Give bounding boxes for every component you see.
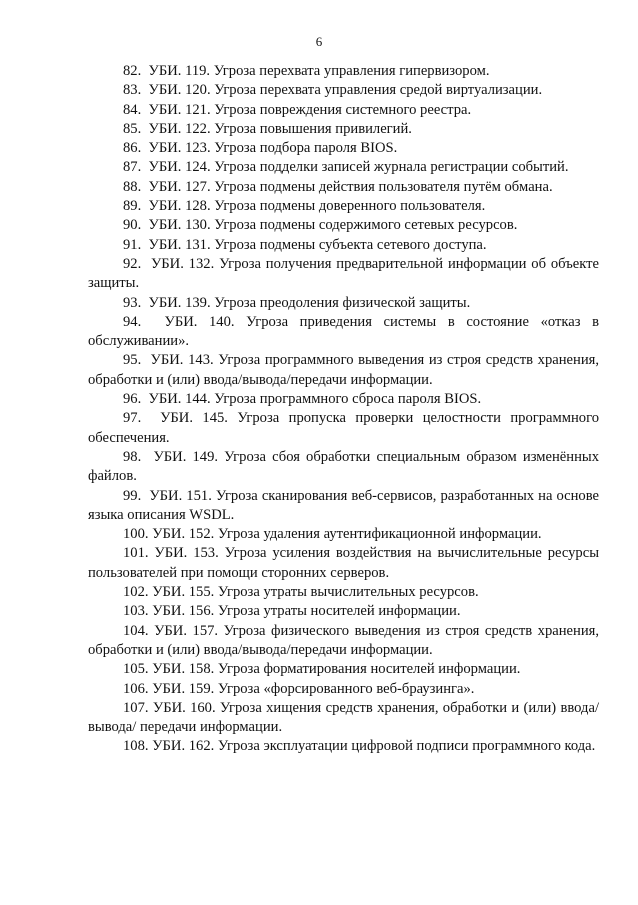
list-item: 108. УБИ. 162. Угроза эксплуатации цифровой подписи программного кода. <box>123 738 596 755</box>
page-number: 6 <box>315 34 323 49</box>
list-item: 99. УБИ. 151. Угроза сканирования веб-сервисов, разработанных на основе языка описания WSDL. <box>88 487 599 523</box>
list-item: 103. УБИ. 156. Угроза утраты носителей информации. <box>123 603 461 620</box>
list-item: 97. УБИ. 145. Угроза пропуска проверки целостности программного обеспечения. <box>88 410 599 446</box>
list-item: 95. УБИ. 143. Угроза программного выведения из строя средств хранения, обработки и (или) ввода/вывода/передачи информации. <box>88 352 599 388</box>
list-item: 85. УБИ. 122. Угроза повышения привилегий. <box>123 120 412 137</box>
list-item: 86. УБИ. 123. Угроза подбора пароля BIOS. <box>123 140 398 157</box>
list-item: 101. УБИ. 153. Угроза усиления воздействия на вычислительные ресурсы пользователей при помощи сторонних серверов. <box>88 545 599 581</box>
list-item: 104. УБИ. 157. Угроза физического выведения из строя средств хранения, обработки и (или) ввода/вывода/передачи информации. <box>88 622 599 658</box>
list-item: 107. УБИ. 160. Угроза хищения средств хранения, обработки и (или) ввода/вывода/ передачи информации. <box>88 699 599 736</box>
list-item: 96. УБИ. 144. Угроза программного сброса пароля BIOS. <box>123 391 482 408</box>
list-item: 88. УБИ. 127. Угроза подмены действия пользователя путём обмана. <box>123 178 553 195</box>
list-item: 82. УБИ. 119. Угроза перехвата управления гипервизором. <box>123 63 490 79</box>
list-item: 84. УБИ. 121. Угроза повреждения системного реестра. <box>123 101 472 118</box>
list-item: 105. УБИ. 158. Угроза форматирования носителей информации. <box>123 661 521 678</box>
list-item: 89. УБИ. 128. Угроза подмены доверенного пользователя. <box>123 198 486 215</box>
threat-list <box>88 62 599 757</box>
list-item: 94. УБИ. 140. Угроза приведения системы в состояние «отказ в обслуживании». <box>88 313 599 350</box>
list-item: 90. УБИ. 130. Угроза подмены содержимого сетевых ресурсов. <box>123 217 518 234</box>
list-item: 106. УБИ. 159. Угроза «форсированного веб-браузинга». <box>123 680 475 697</box>
list-item: 92. УБИ. 132. Угроза получения предварительной информации об объекте защиты. <box>88 255 599 292</box>
list-item: 91. УБИ. 131. Угроза подмены субъекта сетевого доступа. <box>123 236 487 253</box>
list-item: 83. УБИ. 120. Угроза перехвата управления средой виртуализации. <box>123 82 543 99</box>
list-item: 102. УБИ. 155. Угроза утраты вычислительных ресурсов. <box>123 584 479 601</box>
list-item: 93. УБИ. 139. Угроза преодоления физической защиты. <box>123 294 471 311</box>
list-item: 87. УБИ. 124. Угроза подделки записей журнала регистрации событий. <box>123 159 569 176</box>
list-item: 100. УБИ. 152. Угроза удаления аутентификационной информации. <box>123 526 542 543</box>
list-item: 98. УБИ. 149. Угроза сбоя обработки специальным образом изменённых файлов. <box>88 448 599 485</box>
